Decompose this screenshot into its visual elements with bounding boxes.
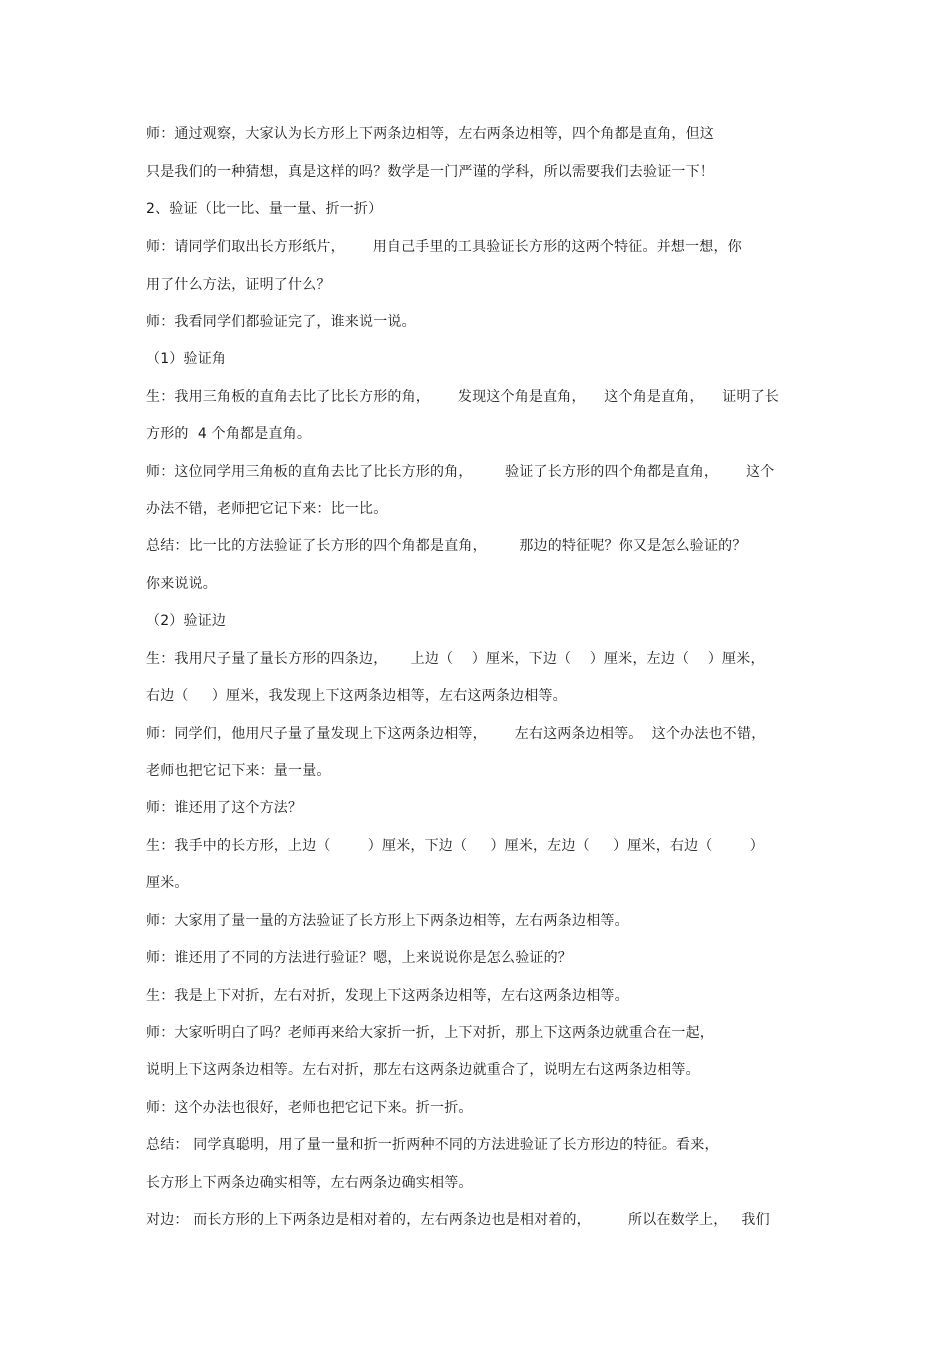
text-line: 师：通过观察，大家认为长方形上下两条边相等，左右两条边相等，四个角都是直角，但这: [146, 126, 714, 142]
text-line: 说明上下这两条边相等。左右对折，那左右这两条边就重合了，说明左右这两条边相等。: [146, 1062, 700, 1078]
text-line: 师：同学们，他用尺子量了量发现上下这两条边相等， 左右这两条边相等。 这个办法也不错，: [146, 726, 766, 742]
subsection-heading: （1）验证角: [146, 351, 227, 367]
text-line: 用了什么方法，证明了什么？: [146, 277, 331, 293]
text-line: 师：大家用了量一量的方法验证了长方形上下两条边相等，左右两条边相等。: [146, 913, 629, 929]
text-line: 只是我们的一种猜想，真是这样的吗？数学是一门严谨的学科，所以需要我们去验证一下！: [146, 164, 714, 180]
text-line: 长方形上下两条边确实相等，左右两条边确实相等。: [146, 1175, 473, 1191]
text-line: 生：我用三角板的直角去比了比长方形的角， 发现这个角是直角， 这个角是直角， 证明了长: [146, 389, 780, 405]
text-line: 你来说说。: [146, 576, 217, 592]
subsection-heading: （2）验证边: [146, 613, 227, 629]
text-line: 师：这个办法也很好，老师也把它记下来。折一折。: [146, 1100, 473, 1116]
text-line: 生：我用尺子量了量长方形的四条边， 上边（ ）厘米，下边（ ）厘米，左边（ ）厘米，: [146, 651, 765, 667]
text-line: 总结：比一比的方法验证了长方形的四个角都是直角， 那边的特征呢？你又是怎么验证的？: [146, 538, 747, 554]
text-line: 师：谁还用了不同的方法进行验证？嗯，上来说说你是怎么验证的？: [146, 950, 572, 966]
text-line: 师：请同学们取出长方形纸片， 用自己手里的工具验证长方形的这两个特征。并想一想，你: [146, 239, 742, 255]
text-line: 办法不错，老师把它记下来：比一比。: [146, 501, 388, 517]
text-line: 对边： 而长方形的上下两条边是相对着的，左右两条边也是相对着的， 所以在数学上， 我们: [146, 1212, 770, 1228]
section-heading: 2、验证（比一比、量一量、折一折）: [146, 201, 383, 217]
text-line: 生：我是上下对折，左右对折，发现上下这两条边相等，左右这两条边相等。: [146, 988, 629, 1004]
text-line: 生：我手中的长方形，上边（ ）厘米，下边（ ）厘米，左边（ ）厘米，右边（ ）: [146, 838, 764, 854]
text-line: 老师也把它记下来：量一量。: [146, 763, 331, 779]
text-line: 师：谁还用了这个方法？: [146, 800, 303, 816]
text-line: 方形的 4 个角都是直角。: [146, 426, 312, 442]
text-line: 师：我看同学们都验证完了，谁来说一说。: [146, 314, 416, 330]
text-line: 师：大家听明白了吗？老师再来给大家折一折，上下对折，那上下这两条边就重合在一起，: [146, 1025, 714, 1041]
text-line: 总结： 同学真聪明，用了量一量和折一折两种不同的方法进验证了长方形边的特征。看来，: [146, 1137, 719, 1153]
text-line: 厘米。: [146, 875, 189, 891]
text-line: 师：这位同学用三角板的直角去比了比长方形的角， 验证了长方形的四个角都是直角， 这个: [146, 464, 775, 480]
text-line: 右边（ ）厘米，我发现上下这两条边相等，左右这两条边相等。: [146, 688, 567, 704]
